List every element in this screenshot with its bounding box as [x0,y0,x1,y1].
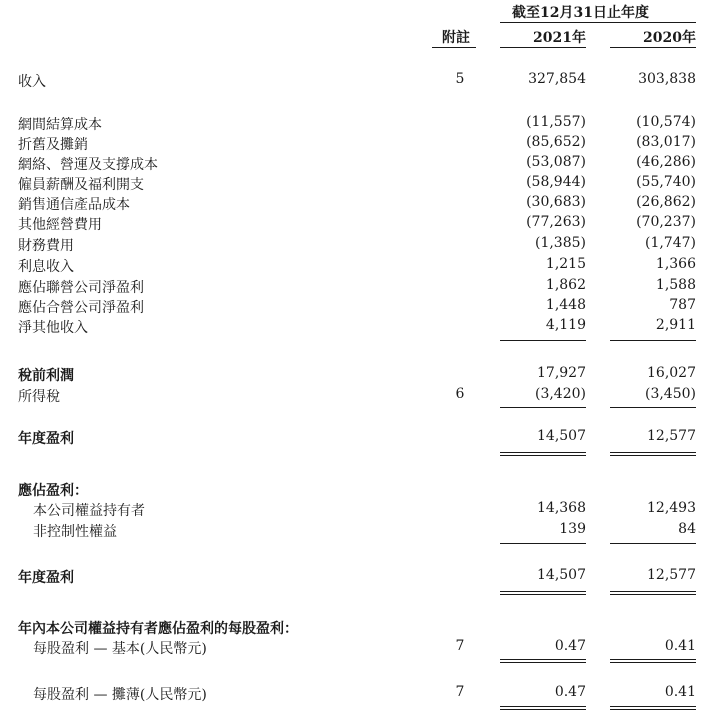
year-2020-header: 2020年 [643,30,696,46]
double-underline-2020 [610,455,696,456]
subtotal-underline-2021 [500,407,586,408]
row-value-2021: 4,119 [545,317,586,333]
row-value-2020: (10,574) [636,114,696,130]
row-label: 本公司權益持有者 [33,503,145,519]
row-value-2020: 303,838 [638,71,696,87]
year-2020-header-underline [610,47,696,48]
row-value-2020: 1,366 [655,256,696,272]
double-underline-2020 [610,706,696,707]
row-value-2020: (1,747) [644,235,696,251]
year-2021-header-underline [500,47,586,48]
row-value-2020: 2,911 [655,317,696,333]
row-label: 應佔合營公司淨盈利 [18,300,144,316]
row-value-2020: (26,862) [636,194,696,210]
row-value-2021: 17,927 [537,365,586,381]
row-value-2021: 1,448 [545,297,586,313]
row-value-2020: (83,017) [636,134,696,150]
double-underline-2021 [500,591,586,592]
row-label: 折舊及攤銷 [18,137,88,153]
row-note: 6 [455,386,465,402]
period-header-underline [500,22,696,23]
double-underline-2021 [500,452,586,453]
row-value-2020: 787 [669,297,696,313]
row-label: 網間結算成本 [18,117,102,133]
row-label: 每股盈利 — 基本(人民幣元) [33,641,207,657]
row-value-2020: (55,740) [636,174,696,190]
row-value-2020: 84 [678,521,696,537]
double-underline-2021 [500,594,586,595]
row-value-2020: 0.41 [664,684,696,700]
double-underline-2020 [610,662,696,663]
row-label: 財務費用 [18,238,74,254]
row-value-2020: 12,493 [647,500,696,516]
subtotal-underline-2020 [610,407,696,408]
row-label: 年度盈利 [18,431,74,447]
row-value-2021: (1,385) [534,235,586,251]
double-underline-2020 [610,452,696,453]
row-value-2021: 0.47 [554,638,586,654]
row-label: 所得稅 [18,389,60,405]
row-value-2021: 327,854 [528,71,586,87]
row-value-2021: 1,215 [545,256,586,272]
double-underline-2020 [610,709,696,710]
row-value-2021: (85,652) [526,134,586,150]
double-underline-2021 [500,659,586,660]
year-2021-header: 2021年 [533,30,586,46]
section-heading: 年內本公司權益持有者應佔盈利的每股盈利： [18,621,298,637]
row-label: 僱員薪酬及福利開支 [18,177,144,193]
subtotal-underline-2020 [610,340,696,341]
row-label: 應佔聯營公司淨盈利 [18,280,144,296]
row-value-2020: 16,027 [647,365,696,381]
double-underline-2020 [610,659,696,660]
double-underline-2021 [500,709,586,710]
row-value-2021: (3,420) [534,386,586,402]
row-value-2020: (70,237) [636,214,696,230]
row-value-2021: 1,862 [545,277,586,293]
section-heading: 應佔盈利： [18,483,88,499]
row-label: 銷售通信產品成本 [18,197,130,213]
row-value-2021: 14,507 [537,428,586,444]
row-value-2020: (46,286) [636,154,696,170]
row-label: 年度盈利 [18,570,74,586]
row-value-2021: (30,683) [526,194,586,210]
row-value-2021: (58,944) [526,174,586,190]
note-header-underline [432,47,476,48]
note-column-header: 附註 [442,30,470,46]
subtotal-underline-2020 [610,543,696,544]
row-value-2021: (77,263) [526,214,586,230]
row-label: 稅前利潤 [18,368,74,384]
double-underline-2020 [610,594,696,595]
subtotal-underline-2021 [500,340,586,341]
row-value-2020: 1,588 [655,277,696,293]
row-value-2021: 14,368 [537,500,586,516]
row-label: 非控制性權益 [33,524,117,540]
row-note: 7 [455,638,465,654]
period-header: 截至12月31日止年度 [512,5,649,21]
row-value-2021: 139 [559,521,586,537]
row-value-2021: 0.47 [554,684,586,700]
row-value-2021: 14,507 [537,567,586,583]
row-note: 7 [455,684,465,700]
row-label: 網絡、營運及支撐成本 [18,157,158,173]
row-label: 淨其他收入 [18,320,88,336]
row-note: 5 [455,71,465,87]
row-value-2020: 0.41 [664,638,696,654]
row-value-2020: (3,450) [644,386,696,402]
row-value-2021: (53,087) [526,154,586,170]
row-label: 每股盈利 — 攤薄(人民幣元) [33,687,207,703]
double-underline-2020 [610,591,696,592]
row-label: 利息收入 [18,259,74,275]
row-label: 其他經營費用 [18,217,102,233]
subtotal-underline-2021 [500,543,586,544]
double-underline-2021 [500,662,586,663]
double-underline-2021 [500,706,586,707]
row-label: 收入 [18,74,46,90]
row-value-2020: 12,577 [647,567,696,583]
row-value-2021: (11,557) [526,114,586,130]
row-value-2020: 12,577 [647,428,696,444]
double-underline-2021 [500,455,586,456]
